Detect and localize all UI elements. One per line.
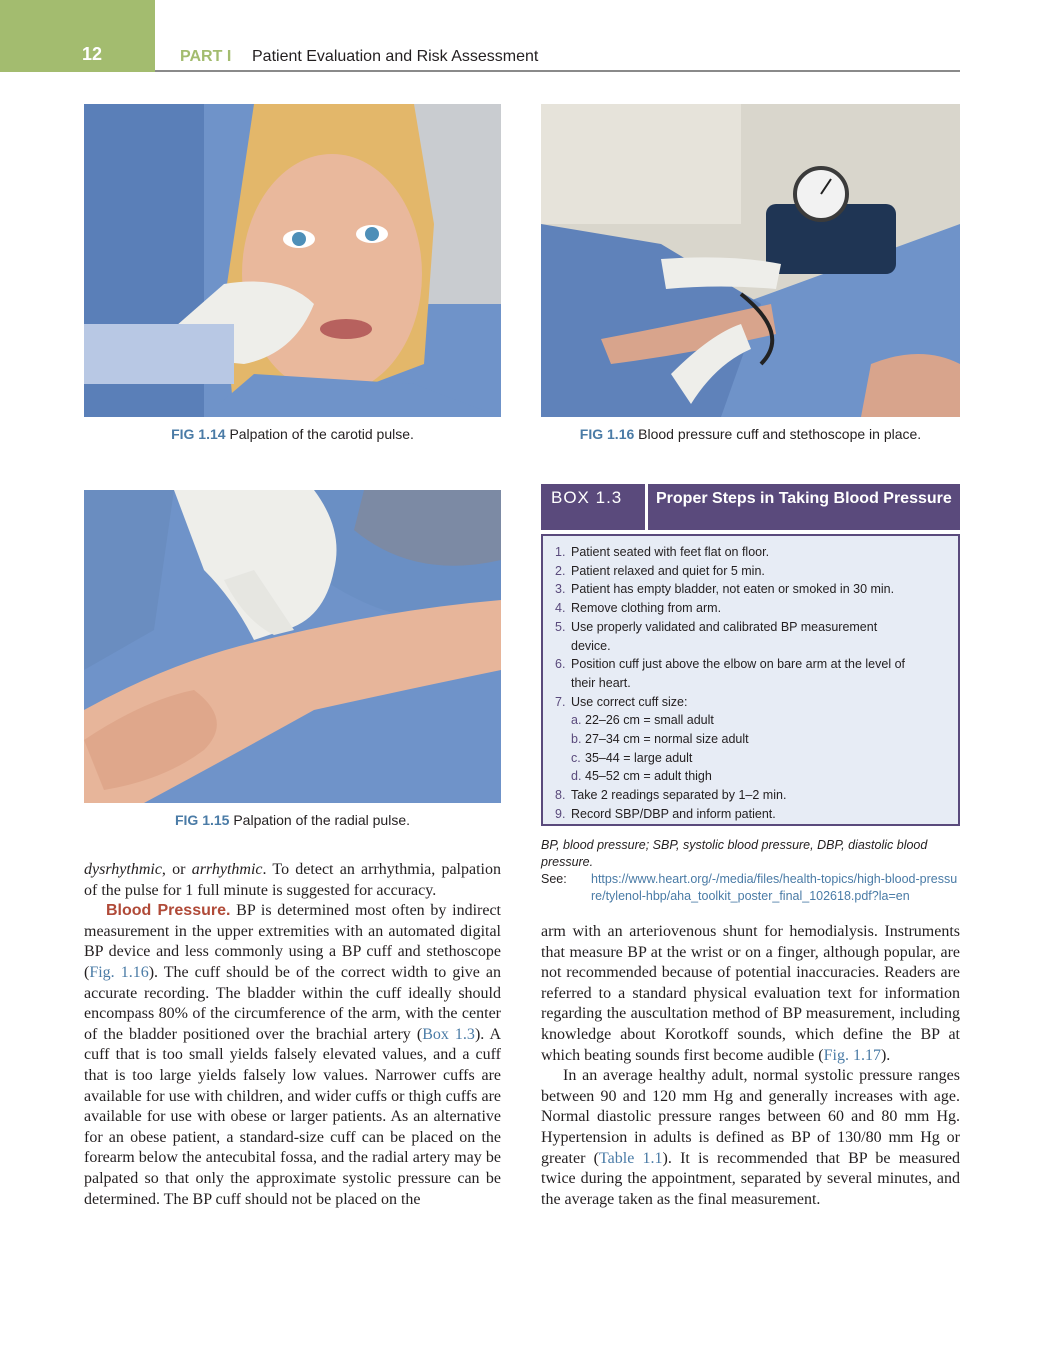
list-item-text: 45–52 cm = adult thigh bbox=[585, 769, 712, 784]
figure-caption-text: Blood pressure cuff and stethoscope in place. bbox=[638, 426, 922, 442]
body-text: ). bbox=[880, 1046, 891, 1064]
list-item-text: Take 2 readings separated by 1–2 min. bbox=[571, 788, 787, 803]
list-item bbox=[555, 543, 950, 562]
page-number-block bbox=[0, 0, 155, 72]
list-item-text: 27–34 cm = normal size adult bbox=[585, 732, 749, 747]
body-text: BP is determined most often by indirect measurement in the upper extremities with an automated digital BP device and less commonly using a BP cuff and stethoscope ( bbox=[84, 902, 501, 981]
box-footnote-source bbox=[541, 871, 961, 905]
body-paragraph bbox=[541, 1066, 960, 1210]
list-item bbox=[555, 805, 950, 824]
list-item-number: b. bbox=[571, 732, 582, 747]
box-title: Proper Steps in Taking Blood Pressure bbox=[648, 484, 960, 530]
list-item-number: 6. bbox=[555, 657, 566, 672]
list-item-number: 7. bbox=[555, 694, 566, 709]
list-item-text: 35–44 = large adult bbox=[585, 750, 693, 765]
list-item-number: 5. bbox=[555, 619, 566, 634]
list-item-number: a. bbox=[571, 713, 582, 728]
box-footnote-abbreviations: BP, blood pressure; SBP, systolic blood pressure, DBP, diastolic blood pressure. bbox=[541, 838, 928, 869]
figure-caption bbox=[84, 426, 501, 442]
section-heading-inline: Blood Pressure. bbox=[106, 902, 231, 920]
list-subitem bbox=[555, 767, 950, 786]
list-item-continuation bbox=[555, 674, 950, 693]
list-item-text: Position cuff just above the elbow on bare arm at the level of bbox=[571, 657, 905, 672]
photo-bp-cuff bbox=[541, 104, 960, 417]
table-reference-link[interactable]: Table 1.1 bbox=[598, 1149, 663, 1167]
body-paragraph bbox=[84, 860, 501, 901]
list-item-continuation bbox=[555, 637, 950, 656]
list-subitem bbox=[555, 711, 950, 730]
body-text: , or bbox=[161, 861, 192, 878]
list-item-number: 3. bbox=[555, 582, 566, 597]
figure-caption-text: Palpation of the carotid pulse. bbox=[229, 426, 414, 442]
list-item-text: their heart. bbox=[571, 675, 631, 690]
box-label: BOX 1.3 bbox=[541, 484, 645, 530]
list-subitem bbox=[555, 730, 950, 749]
body-text: arm with an arteriovenous shunt for hemodialysis. Instruments that measure BP at the wrist or on a finger, although popular, are not recommended because of potential inaccuracies. Readers are referred to a standard physical evaluation text for information regarding the auscultation method of BP measurement, including knowledge about Korotkoff sounds, which define the BP at which beating sounds first become audible ( bbox=[541, 923, 960, 1064]
list-item-text: Patient seated with feet flat on floor. bbox=[571, 545, 770, 559]
list-item-text: Patient relaxed and quiet for 5 min. bbox=[571, 563, 765, 578]
figure-reference-link[interactable]: Fig. 1.16 bbox=[89, 963, 149, 981]
body-text: ). It is recommended that BP be measured twice during the appointment, separated by several minutes, and the average taken as the final measurement. bbox=[541, 1149, 960, 1208]
box-steps-list bbox=[555, 543, 950, 824]
body-text: ). A cuff that is too small yields falsely elevated values, and a cuff that is too large yields falsely low values. Narrower cuffs are available for use with children, and wider cuffs or thigh cuffs are available for use with obese or larger patients. As an alternative for an obese patient, a standard-size cuff can be placed on the forearm below the antecubital fossa, and the radial artery may be palpated so that only the approximate systolic pressure can be determined. The BP cuff should not be placed on the bbox=[84, 1025, 502, 1208]
list-item-text: 22–26 cm = small adult bbox=[585, 713, 714, 728]
body-column-left bbox=[84, 860, 501, 1210]
list-item-text: Patient has empty bladder, not eaten or smoked in 30 min. bbox=[571, 582, 895, 597]
list-item bbox=[555, 562, 950, 581]
body-text: ). The cuff should be of the correct width to give an accurate recording. The bladder within the cuff ideally should encompass 80% of the circumference of the arm, with the center of the bladder positioned over the brachial artery ( bbox=[84, 963, 501, 1043]
list-item-number: 8. bbox=[555, 788, 566, 803]
list-item-text: Record SBP/DBP and inform patient. bbox=[571, 806, 776, 821]
footnote-source-link[interactable]: https://www.heart.org/-/media/files/health-topics/high-blood-pressure/tylenol-hbp/aha_toolkit_poster_final_102618.pdf?la=en bbox=[591, 872, 958, 903]
page-number: 12 bbox=[82, 44, 103, 64]
body-text: . To detect an arrhythmia, palpation of the pulse for 1 full minute is suggested for accuracy. bbox=[84, 861, 501, 899]
list-item bbox=[555, 599, 950, 618]
list-item-number: 9. bbox=[555, 806, 566, 821]
body-paragraph bbox=[84, 901, 501, 1210]
list-item-number: 1. bbox=[555, 545, 566, 559]
figure-caption bbox=[84, 812, 501, 828]
header-part-label: PART I bbox=[180, 48, 232, 65]
list-item-text: Use properly validated and calibrated BP measurement bbox=[571, 619, 878, 634]
list-item-text: Remove clothing from arm. bbox=[571, 601, 722, 616]
box-reference-link[interactable]: Box 1.3 bbox=[422, 1025, 475, 1043]
body-paragraph bbox=[541, 922, 960, 1066]
header-title: Patient Evaluation and Risk Assessment bbox=[252, 48, 539, 65]
list-item bbox=[555, 693, 950, 712]
figure-label: FIG 1.15 bbox=[174, 812, 230, 828]
list-subitem bbox=[555, 749, 950, 768]
figure-caption-text: Palpation of the radial pulse. bbox=[233, 812, 411, 828]
figure-reference-link[interactable]: Fig. 1.17 bbox=[823, 1046, 881, 1064]
photo-radial-pulse bbox=[84, 490, 501, 803]
body-text: In an average healthy adult, normal systolic pressure ranges between 90 and 120 mm Hg and generally increases with age. Normal diastolic pressure ranges between 60 and 80 mm Hg. Hypertension in adults is defined as BP of 130/80 mm Hg or greater ( bbox=[541, 1067, 960, 1167]
list-item bbox=[555, 618, 950, 637]
box-footnote bbox=[541, 837, 961, 905]
list-item-number: 4. bbox=[555, 601, 566, 616]
header-rule bbox=[155, 70, 960, 72]
list-item-number: c. bbox=[571, 750, 581, 765]
list-item-text: device. bbox=[571, 638, 611, 653]
footnote-see-label: See: bbox=[541, 872, 567, 886]
list-item bbox=[555, 580, 950, 599]
box-body bbox=[541, 534, 960, 826]
body-text-italic: arrhythmic bbox=[191, 861, 263, 878]
list-item-text: Use correct cuff size: bbox=[571, 694, 688, 709]
list-item-number: d. bbox=[571, 769, 582, 784]
photo-carotid-pulse bbox=[84, 104, 501, 417]
body-text-italic: dysrhythmic bbox=[84, 861, 162, 878]
list-item bbox=[555, 786, 950, 805]
figure-caption bbox=[541, 426, 960, 442]
list-item bbox=[555, 655, 950, 674]
figure-label: FIG 1.14 bbox=[171, 426, 226, 442]
figure-label: FIG 1.16 bbox=[579, 426, 635, 442]
body-column-right bbox=[541, 922, 960, 1210]
list-item-number: 2. bbox=[555, 563, 566, 578]
